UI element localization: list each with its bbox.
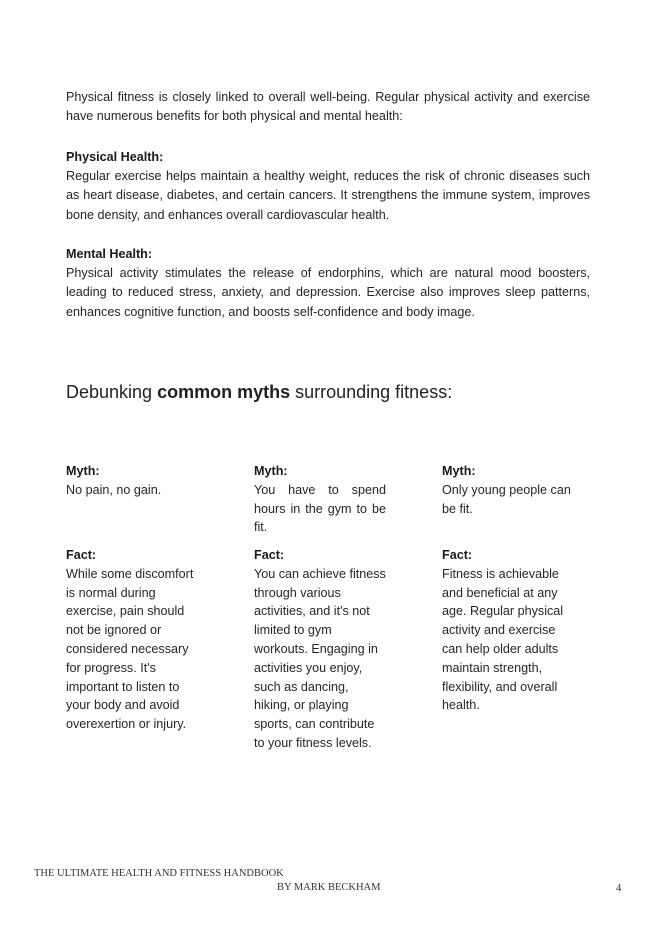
page-number: 4 <box>616 883 622 894</box>
myth-text: Only young people can be fit. <box>442 482 571 516</box>
fact-label: Fact: <box>66 548 97 562</box>
intro-paragraph: Physical fitness is closely linked to overall well-being. Regular physical activity and exercise have numerous benefits for both physical and mental health: <box>66 90 590 124</box>
myth-label: Myth: <box>254 464 288 478</box>
myth-card-3 <box>442 462 576 518</box>
myth-text: You have to spend hours in the gym to be fit. <box>254 482 386 535</box>
fact-text: You can achieve fitness through various activities, and it's not limited to gym workouts. Engaging in activities you enjoy, such as dancing, hiking, or playing sports, can contribute to your fitness levels. <box>254 566 386 750</box>
myth-label: Myth: <box>66 464 100 478</box>
mental-health-text: Physical activity stimulates the release of endorphins, which are natural mood boosters, leading to reduced stress, anxiety, and depression. Exercise also improves sleep patterns, enhances cognitive function, and boosts self-confidence and body image. <box>66 266 590 319</box>
fact-card-3 <box>442 546 572 715</box>
mental-health-heading: Mental Health: <box>66 247 153 261</box>
fact-label: Fact: <box>442 548 473 562</box>
fact-label: Fact: <box>254 548 285 562</box>
myth-card-2 <box>254 462 388 537</box>
footer-title: THE ULTIMATE HEALTH AND FITNESS HANDBOOK <box>34 868 284 879</box>
myth-label: Myth: <box>442 464 476 478</box>
fact-card-1 <box>66 546 196 734</box>
myth-card-1 <box>66 462 200 500</box>
myth-text: No pain, no gain. <box>66 482 162 497</box>
footer-author: BY MARK BECKHAM <box>277 882 381 893</box>
section-title: Debunking common myths surrounding fitness: <box>66 382 453 402</box>
physical-health-text: Regular exercise helps maintain a healthy weight, reduces the risk of chronic diseases such as heart disease, diabetes, and certain cancers. It strengthens the immune system, improves bone density, and enhances overall cardiovascular health. <box>66 169 590 222</box>
fact-text: Fitness is achievable and beneficial at any age. Regular physical activity and exercise can help older adults maintain strength, flexibility, and overall health. <box>442 566 564 713</box>
physical-health-heading: Physical Health: <box>66 150 164 164</box>
fact-card-2 <box>254 546 386 753</box>
fact-text: While some discomfort is normal during exercise, pain should not be ignored or considered necessary for progress. It's important to listen to your body and avoid overexertion or injury. <box>66 566 194 732</box>
